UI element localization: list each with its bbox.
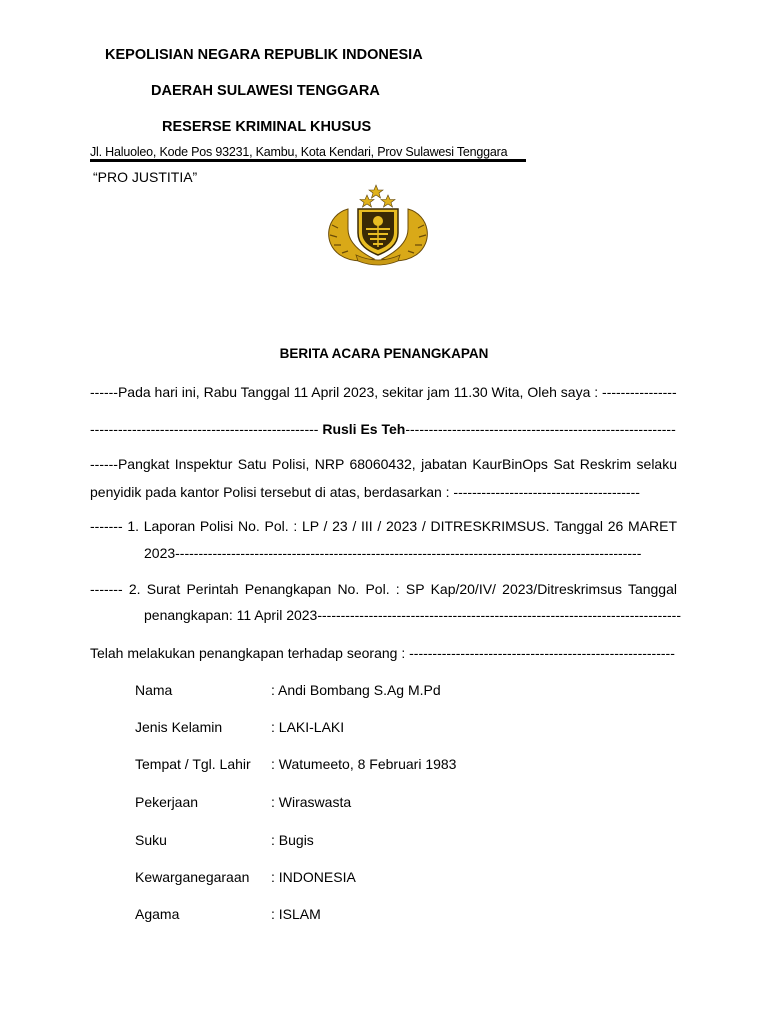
detail-value: : Watumeeto, 8 Februari 1983 (271, 756, 457, 772)
detail-row-name (135, 682, 441, 698)
item-1-line-2: 2023---------------------------------------------------------------------------------------------------- (144, 545, 642, 561)
detail-row-ethnicity (135, 832, 314, 848)
detail-row-citizenship (135, 869, 356, 885)
detail-row-birth (135, 756, 456, 772)
item-1-line-1: ------- 1. Laporan Polisi No. Pol. : LP / 23 / III / 2023 / DITRESKRIMSUS. Tanggal 26 MARET (90, 518, 677, 534)
office-address: Jl. Haluoleo, Kode Pos 93231, Kambu, Kota Kendari, Prov Sulawesi Tenggara (90, 145, 508, 159)
letterhead-divider (90, 159, 526, 162)
officer-dashes-after: ---------------------------------------------------------- (405, 421, 676, 437)
detail-value: : INDONESIA (271, 869, 356, 885)
pro-justitia-label: “PRO JUSTITIA” (93, 169, 198, 185)
arrest-statement: Telah melakukan penangkapan terhadap seorang : --------------------------------------------------------- (90, 645, 675, 661)
institution-name: KEPOLISIAN NEGARA REPUBLIK INDONESIA (105, 47, 423, 63)
police-emblem-icon (318, 181, 438, 266)
region-name: DAERAH SULAWESI TENGGARA (151, 83, 380, 99)
detail-row-gender (135, 719, 344, 735)
detail-label: Pekerjaan (135, 794, 199, 810)
detail-label: Kewarganegaraan (135, 869, 250, 885)
detail-label: Suku (135, 832, 167, 848)
date-line: ------Pada hari ini, Rabu Tanggal 11 April 2023, sekitar jam 11.30 Wita, Oleh saya : ---------------- (90, 384, 677, 400)
item-2-line-2: penangkapan: 11 April 2023------------------------------------------------------------------------------ (144, 607, 681, 623)
detail-value: : Bugis (271, 832, 314, 848)
detail-label: Tempat / Tgl. Lahir (135, 756, 251, 772)
officer-line (90, 421, 676, 437)
detail-row-occupation (135, 794, 351, 810)
detail-label: Jenis Kelamin (135, 719, 223, 735)
detail-value: : LAKI-LAKI (271, 719, 345, 735)
officer-dashes-before: ------------------------------------------------- (90, 421, 323, 437)
detail-label: Agama (135, 906, 180, 922)
detail-row-religion (135, 906, 321, 922)
detail-value: : ISLAM (271, 906, 321, 922)
unit-name: RESERSE KRIMINAL KHUSUS (162, 119, 372, 135)
document-title: BERITA ACARA PENANGKAPAN (279, 346, 489, 361)
detail-value: : Wiraswasta (271, 794, 352, 810)
detail-label: Nama (135, 682, 173, 698)
rank-line-1: ------Pangkat Inspektur Satu Polisi, NRP 68060432, jabatan KaurBinOps Sat Reskrim selaku (90, 456, 677, 472)
officer-name: Rusli Es Teh (322, 421, 406, 437)
detail-value: : Andi Bombang S.Ag M.Pd (271, 682, 441, 698)
rank-line-2: penyidik pada kantor Polisi tersebut di atas, berdasarkan : ---------------------------------------- (90, 484, 640, 500)
item-2-line-1: ------- 2. Surat Perintah Penangkapan No. Pol. : SP Kap/20/IV/ 2023/Ditreskrimsus Tanggal (90, 581, 677, 597)
